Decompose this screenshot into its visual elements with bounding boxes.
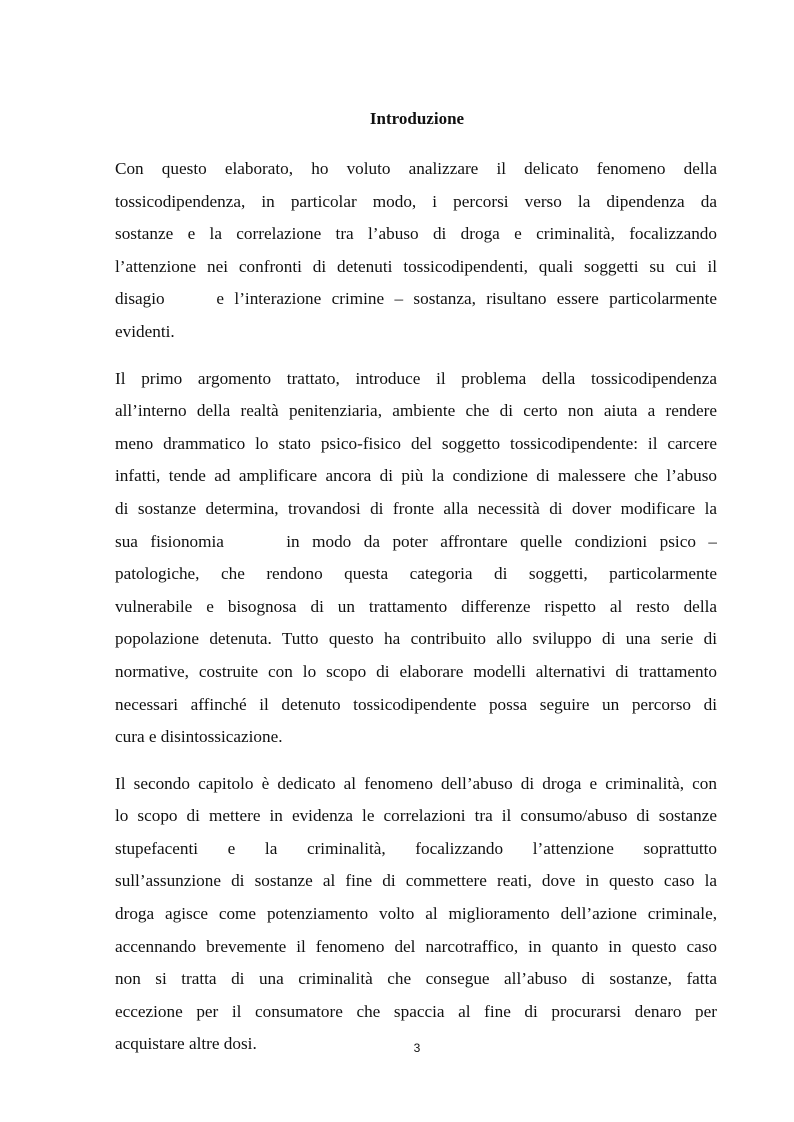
page-title: Introduzione <box>369 109 465 128</box>
text-line: lo scopo di mettere in evidenza le correlazioni tra il consumo/abuso di sostanze <box>115 806 717 826</box>
text-line: acquistare altre dosi. <box>115 1034 257 1054</box>
text-line: sostanze e la correlazione tra l’abuso di droga e criminalità, focalizzando <box>115 224 717 244</box>
text-line: evidenti. <box>115 321 175 341</box>
text-line: popolazione detenuta. Tutto questo ha contribuito allo sviluppo di una serie di <box>115 629 717 649</box>
text-line: patologiche, che rendono questa categoria di soggetti, particolarmente <box>115 564 717 584</box>
paragraph-3 <box>115 768 717 1061</box>
body-text <box>115 153 717 1075</box>
text-line: droga agisce come potenziamento volto al miglioramento dell’azione criminale, <box>115 904 717 924</box>
text-line: sua fisionomia in modo da poter affrontare quelle condizioni psico – <box>115 531 717 551</box>
text-line: disagio e l’interazione crimine – sostanza, risultano essere particolarmente <box>115 289 717 309</box>
text-line: necessari affinché il detenuto tossicodipendente possa seguire un percorso di <box>115 694 717 714</box>
text-line: accennando brevemente il fenomeno del narcotraffico, in quanto in questo caso <box>115 936 717 956</box>
paragraph-2 <box>115 363 717 754</box>
text-line: infatti, tende ad amplificare ancora di più la condizione di malessere che l’abuso <box>115 466 717 486</box>
text-line: cura e disintossicazione. <box>115 727 283 747</box>
page-number: 3 <box>413 1041 421 1055</box>
text-line: Il secondo capitolo è dedicato al fenomeno dell’abuso di droga e criminalità, con <box>115 773 717 793</box>
text-line: di sostanze determina, trovandosi di fronte alla necessità di dover modificare la <box>115 498 717 518</box>
text-line: tossicodipendenza, in particolar modo, i percorsi verso la dipendenza da <box>115 191 717 211</box>
text-line: stupefacenti e la criminalità, focalizzando l’attenzione soprattutto <box>115 838 717 858</box>
paragraph-1 <box>115 153 717 349</box>
text-line: Con questo elaborato, ho voluto analizzare il delicato fenomeno della <box>115 159 717 178</box>
text-line: non si tratta di una criminalità che consegue all’abuso di sostanze, fatta <box>115 969 717 989</box>
text-line: Il primo argomento trattato, introduce il problema della tossicodipendenza <box>115 368 717 388</box>
text-line: meno drammatico lo stato psico-fisico del soggetto tossicodipendente: il carcere <box>115 433 717 453</box>
text-line: normative, costruite con lo scopo di elaborare modelli alternativi di trattamento <box>115 661 717 681</box>
text-line: l’attenzione nei confronti di detenuti tossicodipendenti, quali soggetti su cui il <box>115 256 717 276</box>
text-line: vulnerabile e bisognosa di un trattamento differenze rispetto al resto della <box>115 596 717 616</box>
text-line: sull’assunzione di sostanze al fine di commettere reati, dove in questo caso la <box>115 871 717 891</box>
text-line: all’interno della realtà penitenziaria, ambiente che di certo non aiuta a rendere <box>115 401 717 421</box>
text-line: eccezione per il consumatore che spaccia al fine di procurarsi denaro per <box>115 1001 717 1021</box>
